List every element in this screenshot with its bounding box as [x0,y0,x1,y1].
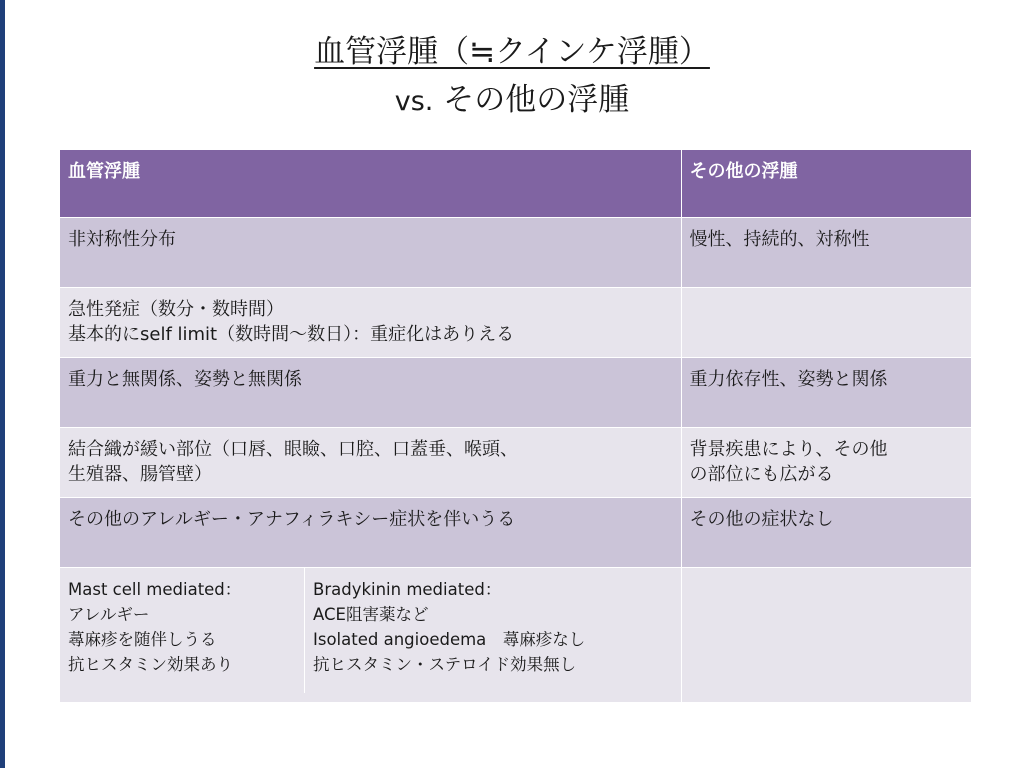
table-row [60,358,971,428]
cell-text: 基本的にself limit（数時間～数日）：重症化はありえる [68,324,515,345]
cell-text: Mast cell mediated： [68,580,242,599]
cell-text: 生殖器、腸管壁） [68,464,212,485]
cell-text: Bradykinin mediated： [313,580,502,599]
row6-right [681,568,971,703]
title-vs: vs. [394,86,434,117]
header-other-edema: その他の浮腫 [681,150,971,218]
mediator-split [60,568,681,693]
row3-left [60,358,681,428]
title-line-1: 血管浮腫（≒クインケ浮腫） [314,34,710,70]
row5-right [681,498,971,568]
row4-left [60,428,681,498]
row2-left [60,288,681,358]
comparison-table [60,150,971,703]
title-line-2 [0,78,1024,124]
cell-text: 重力と無関係、姿勢と無関係 [68,369,302,390]
header-angioedema: 血管浮腫 [60,150,681,218]
table-row [60,498,971,568]
cell-text: 蕁麻疹を随伴しうる [68,630,217,649]
cell-text: 非対称性分布 [68,229,176,250]
table-header-row [60,150,971,218]
slide-title [0,30,1024,124]
bradykinin-cell [305,568,681,693]
cell-text: アレルギー [68,605,150,624]
cell-text: 背景疾患により、その他 [689,439,888,460]
cell-text: 結合織が緩い部位（口唇、眼瞼、口腔、口蓋垂、喉頭、 [68,439,518,460]
cell-text: その他の症状なし [689,509,834,530]
table-row [60,428,971,498]
row5-left [60,498,681,568]
table-row [60,568,971,703]
cell-text: 抗ヒスタミン・ステロイド効果無し [313,655,577,674]
title-other-edema: その他の浮腫 [443,82,630,118]
row1-left [60,218,681,288]
table-row [60,288,971,358]
row1-right [681,218,971,288]
cell-text: ACE阻害薬など [313,605,429,624]
row6-left [60,568,681,703]
cell-text: 慢性、持続的、対称性 [689,229,870,250]
cell-text: 重力依存性、姿勢と関係 [689,369,888,390]
row4-right [681,428,971,498]
cell-text: 抗ヒスタミン効果あり [68,655,233,674]
cell-text: の部位にも広がる [689,464,834,485]
mast-cell-cell [60,568,305,693]
cell-text: Isolated angioedema 蕁麻疹なし [313,630,586,649]
table-row [60,218,971,288]
cell-text: その他のアレルギー・アナフィラキシー症状を伴いうる [68,509,516,530]
row3-right [681,358,971,428]
row2-right [681,288,971,358]
cell-text: 急性発症（数分・数時間） [68,299,284,320]
